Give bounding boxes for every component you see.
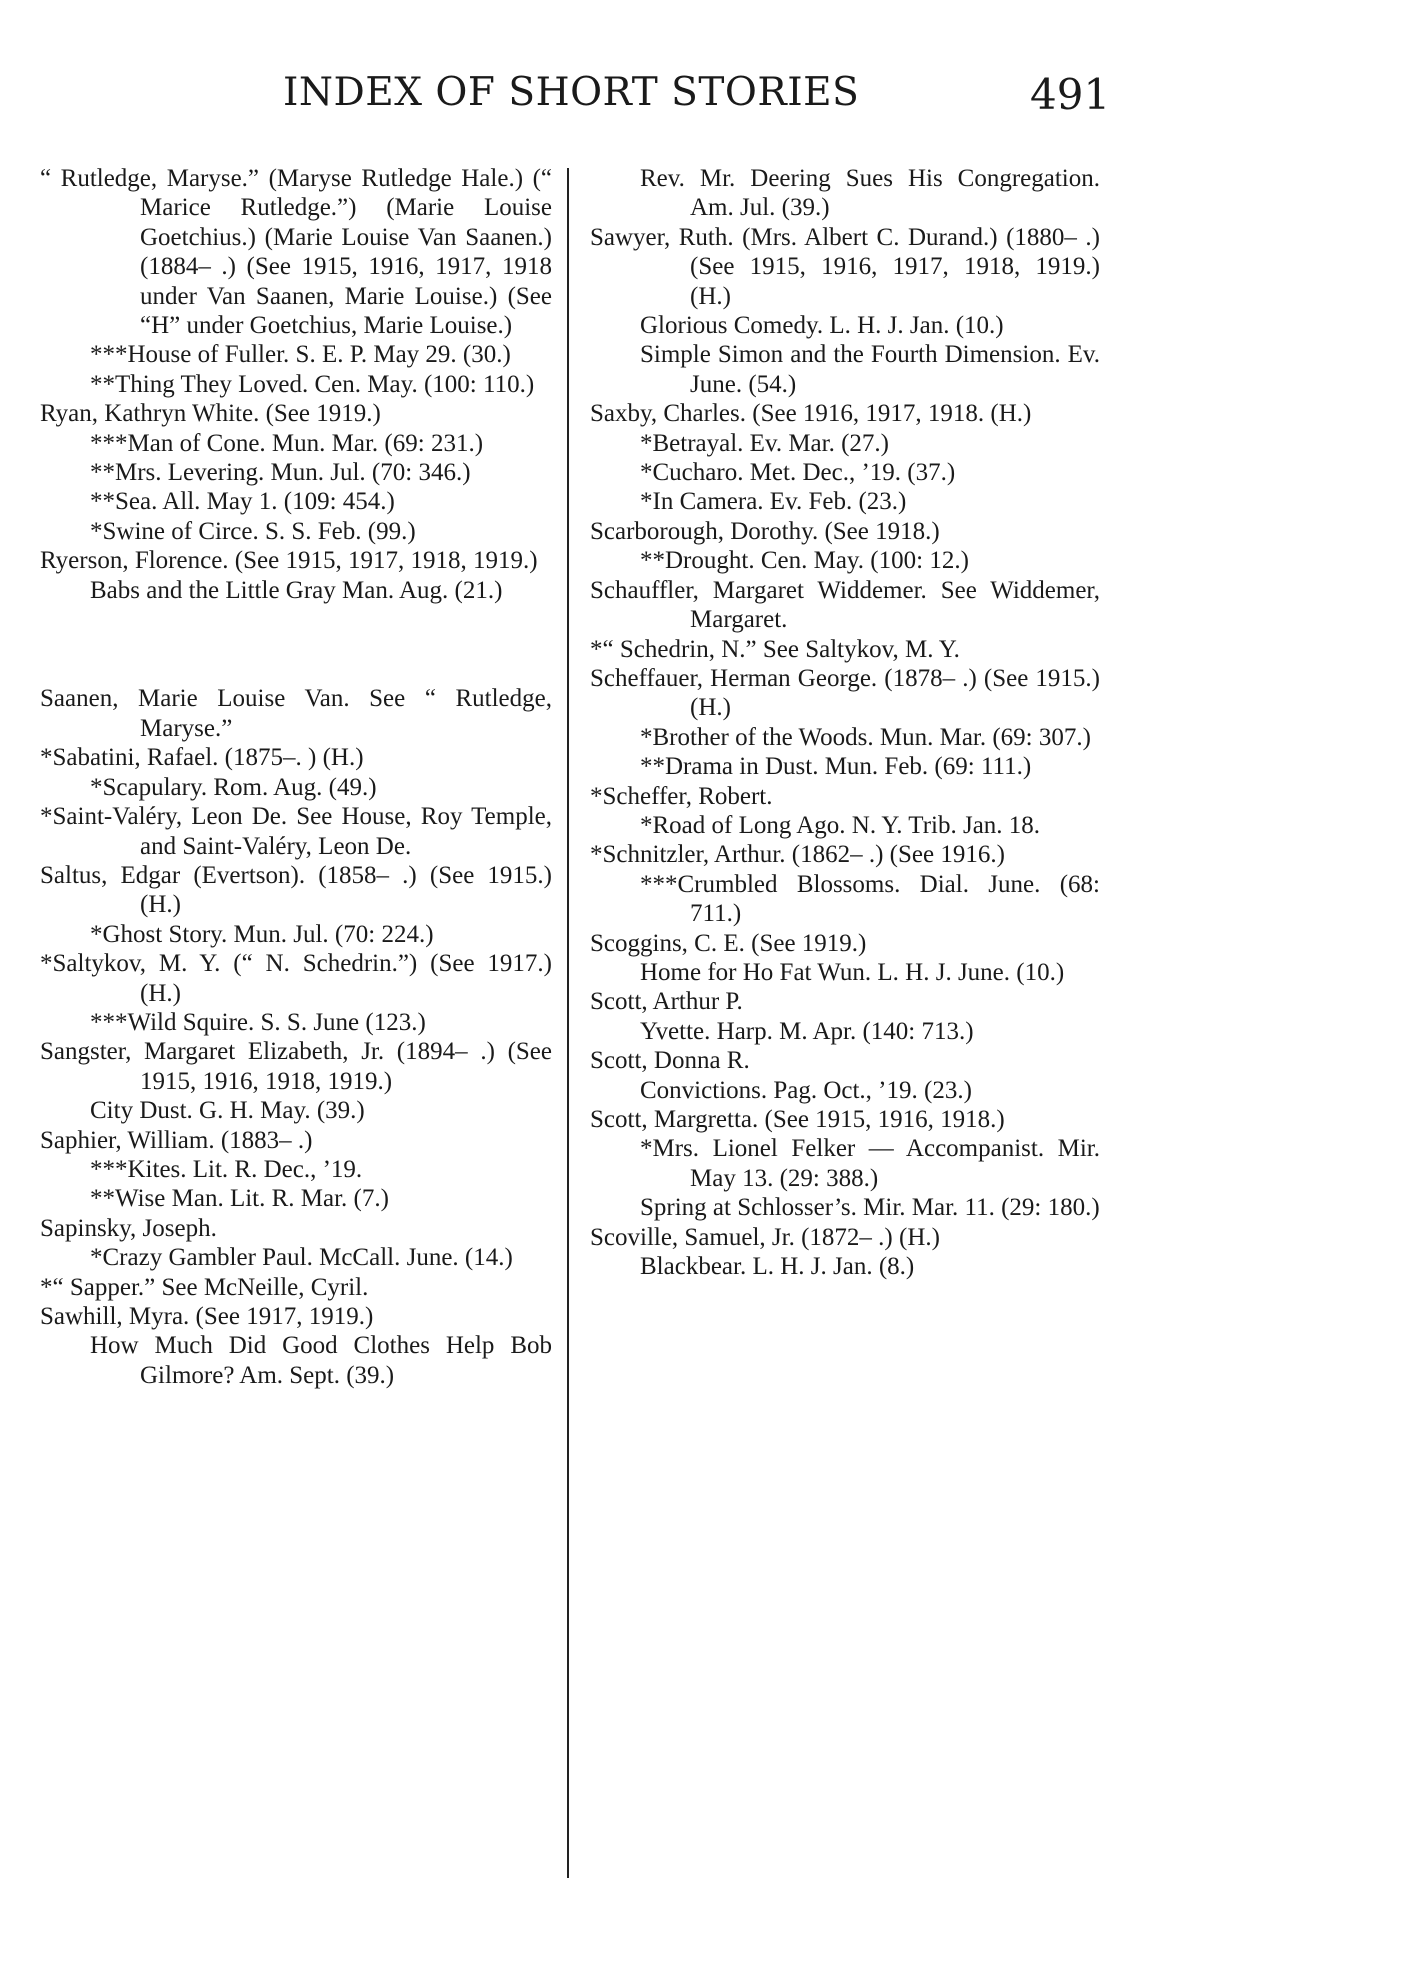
author-entry: Sapinsky, Joseph.: [40, 1214, 217, 1242]
story-entry: **Wise Man. Lit. R. Mar. (7.): [90, 1185, 389, 1213]
story-entry: Glorious Comedy. L. H. J. Jan. (10.): [640, 312, 1004, 340]
page-header: [0, 70, 1404, 130]
story-entry: City Dust. G. H. May. (39.): [90, 1097, 365, 1125]
story-entry: *Betrayal. Ev. Mar. (27.): [640, 429, 889, 457]
story-entry: *Road of Long Ago. N. Y. Trib. Jan. 18.: [640, 811, 1041, 839]
story-entry: *Mrs. Lionel Felker — Accompanist. Mir. May 13. (29: 388.): [640, 1135, 1100, 1192]
author-entry: “ Rutledge, Maryse.” (Maryse Rutledge Hale.) (“ Marice Rutledge.”) (Marie Louise Goetchius.) (Marie Louise Van Saanen.) (1884– .) (See 1915, 1916, 1917, 1918 under Van Saanen, Marie Louise.) (See “H” under Goetchius, Marie Louise.): [40, 165, 552, 340]
author-entry: Saltus, Edgar (Evertson). (1858– .) (See 1915.) (H.): [40, 861, 552, 919]
author-entry: *Saltykov, M. Y. (“ N. Schedrin.”) (See 1917.) (H.): [40, 950, 552, 1007]
story-entry: *In Camera. Ev. Feb. (23.): [640, 488, 907, 516]
story-entry: Home for Ho Fat Wun. L. H. J. June. (10.): [640, 958, 1065, 986]
column-divider: [567, 168, 569, 1878]
story-entry: Babs and the Little Gray Man. Aug. (21.): [90, 576, 503, 604]
author-entry: *Sabatini, Rafael. (1875–. ) (H.): [40, 744, 364, 772]
author-entry: *“ Schedrin, N.” See Saltykov, M. Y.: [590, 635, 960, 663]
author-entry: *Schnitzler, Arthur. (1862– .) (See 1916.): [590, 841, 1005, 869]
story-entry: Spring at Schlosser’s. Mir. Mar. 11. (29: 180.): [640, 1194, 1100, 1222]
author-entry: Scarborough, Dorothy. (See 1918.): [590, 517, 940, 545]
story-entry: *Ghost Story. Mun. Jul. (70: 224.): [90, 920, 434, 948]
story-entry: *Scapulary. Rom. Aug. (49.): [90, 773, 377, 801]
author-entry: Saanen, Marie Louise Van. See “ Rutledge, Maryse.”: [40, 685, 552, 742]
author-entry: *“ Sapper.” See McNeille, Cyril.: [40, 1273, 369, 1301]
story-entry: ***Crumbled Blossoms. Dial. June. (68: 711.): [640, 870, 1100, 928]
story-entry: **Drama in Dust. Mun. Feb. (69: 111.): [640, 753, 1032, 781]
author-entry: *Scheffer, Robert.: [590, 782, 773, 810]
author-entry: Scott, Arthur P.: [590, 988, 743, 1016]
story-entry: Blackbear. L. H. J. Jan. (8.): [640, 1253, 915, 1281]
story-entry: **Drought. Cen. May. (100: 12.): [640, 547, 969, 575]
story-entry: ***Man of Cone. Mun. Mar. (69: 231.): [90, 429, 484, 457]
story-entry: Simple Simon and the Fourth Dimension. Ev. June. (54.): [640, 341, 1100, 398]
story-entry: *Brother of the Woods. Mun. Mar. (69: 307.): [640, 723, 1091, 751]
author-entry: Scheffauer, Herman George. (1878– .) (See 1915.) (H.): [590, 664, 1100, 722]
story-entry: *Cucharo. Met. Dec., ’19. (37.): [640, 459, 956, 487]
author-entry: Ryerson, Florence. (See 1915, 1917, 1918, 1919.): [40, 547, 538, 575]
author-entry: Scott, Donna R.: [590, 1047, 750, 1075]
story-entry: ***Wild Squire. S. S. June (123.): [90, 1008, 426, 1036]
story-entry: *Swine of Circe. S. S. Feb. (99.): [90, 517, 416, 545]
author-entry: Scoville, Samuel, Jr. (1872– .) (H.): [590, 1223, 940, 1251]
story-entry: How Much Did Good Clothes Help Bob Gilmore? Am. Sept. (39.): [90, 1332, 552, 1389]
page-number: 491: [1030, 70, 1111, 119]
author-entry: *Saint-Valéry, Leon De. See House, Roy Temple, and Saint-Valéry, Leon De.: [40, 803, 552, 860]
story-entry: **Thing They Loved. Cen. May. (100: 110.): [90, 370, 535, 398]
author-entry: Scoggins, C. E. (See 1919.): [590, 929, 867, 957]
author-entry: Sawyer, Ruth. (Mrs. Albert C. Durand.) (1880– .) (See 1915, 1916, 1917, 1918, 1919.) (H.): [590, 223, 1100, 310]
page-title: INDEX OF SHORT STORIES: [283, 70, 860, 115]
story-entry: ***Kites. Lit. R. Dec., ’19.: [90, 1155, 363, 1183]
author-entry: Schauffler, Margaret Widdemer. See Widdemer, Margaret.: [590, 576, 1100, 634]
author-entry: Sangster, Margaret Elizabeth, Jr. (1894– .) (See 1915, 1916, 1918, 1919.): [40, 1038, 552, 1095]
story-entry: **Sea. All. May 1. (109: 454.): [90, 488, 395, 516]
author-entry: Scott, Margretta. (See 1915, 1916, 1918.): [590, 1106, 1005, 1133]
author-entry: Sawhill, Myra. (See 1917, 1919.): [40, 1303, 374, 1331]
story-entry: Rev. Mr. Deering Sues His Congregation. Am. Jul. (39.): [640, 165, 1100, 222]
story-entry: Convictions. Pag. Oct., ’19. (23.): [640, 1076, 972, 1104]
author-entry: Saxby, Charles. (See 1916, 1917, 1918. (H.): [590, 400, 1032, 428]
story-entry: Yvette. Harp. M. Apr. (140: 713.): [640, 1017, 974, 1045]
left-column: [40, 164, 552, 1390]
section-spacer: [40, 630, 552, 659]
story-entry: *Crazy Gambler Paul. McCall. June. (14.): [90, 1244, 513, 1272]
author-entry: Ryan, Kathryn White. (See 1919.): [40, 400, 381, 428]
right-column: [590, 164, 1100, 1281]
author-entry: Saphier, William. (1883– .): [40, 1126, 313, 1154]
story-entry: ***House of Fuller. S. E. P. May 29. (30.): [90, 341, 511, 369]
story-entry: **Mrs. Levering. Mun. Jul. (70: 346.): [90, 459, 471, 487]
